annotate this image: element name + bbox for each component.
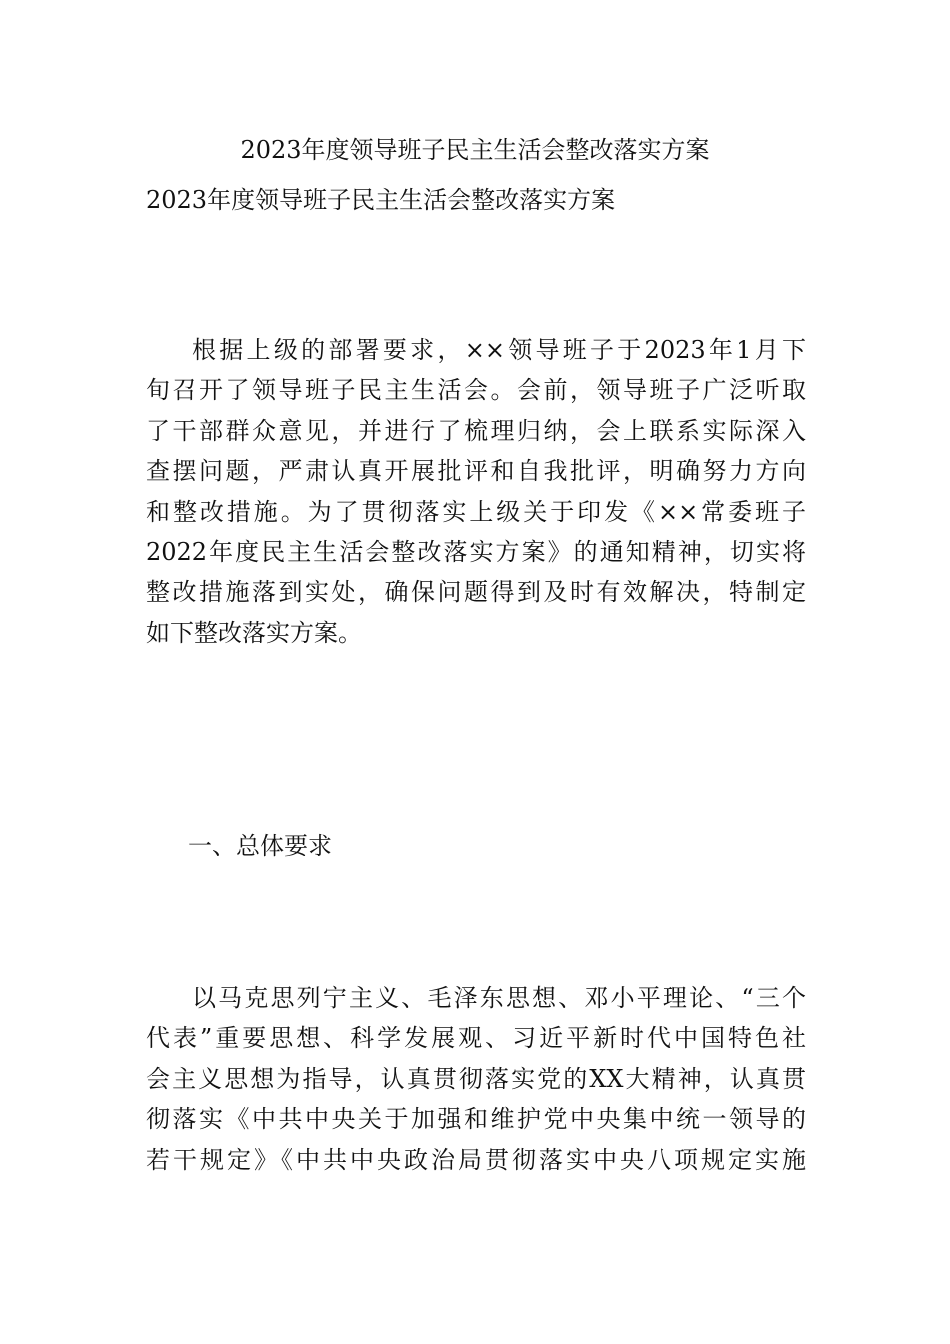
paragraph-line: 根据上级的部署要求，××领导班子于2023年1月下	[192, 336, 806, 364]
document-subtitle: 2023年度领导班子民主生活会整改落实方案	[146, 186, 616, 214]
paragraph-line: 2022年度民主生活会整改落实方案》的通知精神，切实将	[146, 537, 806, 566]
paragraph-line: 整改措施落到实处，确保问题得到及时有效解决，特制定	[146, 578, 806, 607]
section-heading: 一、总体要求	[188, 832, 332, 860]
paragraph-line: 代表”重要思想、科学发展观、习近平新时代中国特色社	[146, 1024, 806, 1053]
paragraph-line: 旬召开了领导班子民主生活会。会前，领导班子广泛听取	[146, 376, 806, 405]
paragraph-line: 彻落实《中共中央关于加强和维护党中央集中统一领导的	[146, 1105, 806, 1134]
paragraph-line: 如下整改落实方案。	[146, 618, 362, 647]
paragraph-line: 了干部群众意见，并进行了梳理归纳，会上联系实际深入	[146, 416, 806, 445]
paragraph-intro	[146, 330, 806, 653]
paragraph-line: 以马克思列宁主义、毛泽东思想、邓小平理论、“三个	[192, 984, 806, 1012]
paragraph-line: 和整改措施。为了贯彻落实上级关于印发《××常委班子	[146, 497, 806, 526]
paragraph-requirements	[146, 978, 806, 1180]
paragraph-line: 查摆问题，严肃认真开展批评和自我批评，明确努力方向	[146, 457, 806, 486]
paragraph-line: 若干规定》《中共中央政治局贯彻落实中央八项规定实施	[146, 1145, 806, 1174]
paragraph-line: 会主义思想为指导，认真贯彻落实党的XX大精神，认真贯	[146, 1064, 806, 1093]
document-title: 2023年度领导班子民主生活会整改落实方案	[240, 136, 710, 164]
